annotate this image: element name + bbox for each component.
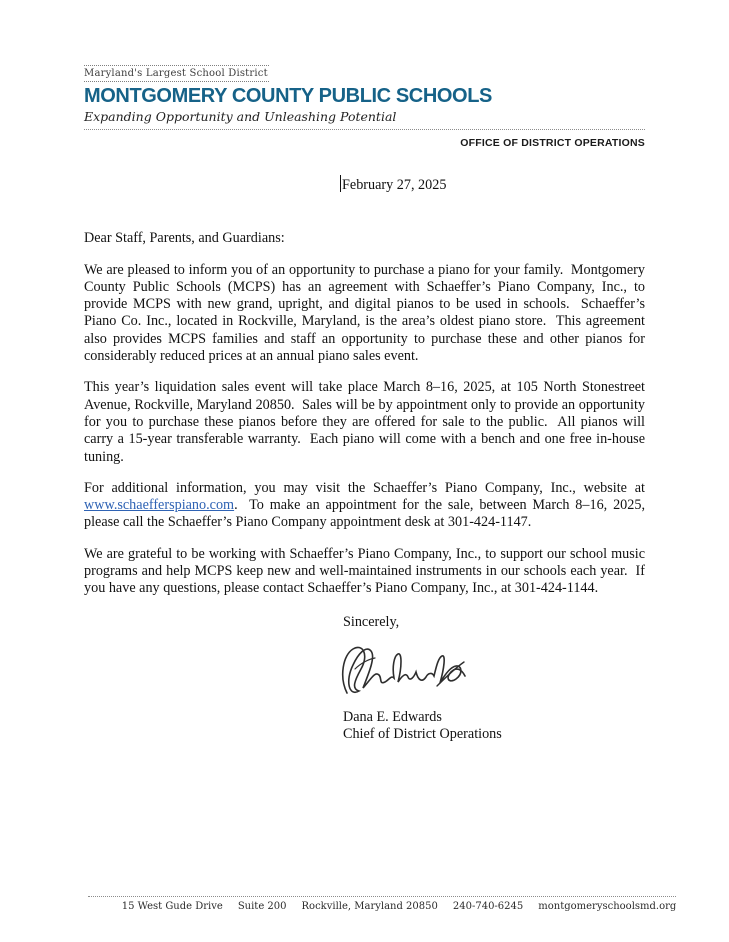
- letter-content: [84, 63, 649, 744]
- org-tagline: Expanding Opportunity and Unleashing Potential: [84, 109, 397, 124]
- signer-title: Chief of District Operations: [343, 726, 502, 743]
- paragraph-3: [84, 479, 649, 532]
- letter-date: February 27, 2025: [342, 177, 447, 193]
- footer-suite: Suite 200: [237, 901, 287, 912]
- footer-phone: 240-740-6245: [452, 901, 524, 912]
- page-footer: [88, 896, 676, 912]
- handwritten-signature-icon: [341, 639, 469, 701]
- footer-street-address: 15 West Gude Drive: [121, 901, 223, 912]
- salutation: Dear Staff, Parents, and Guardians:: [84, 230, 285, 247]
- letterhead: [84, 63, 645, 149]
- schaefferspiano-link[interactable]: www.schaefferspiano.com: [84, 497, 235, 514]
- paragraph-1: We are pleased to inform you of an opportunity to purchase a piano for your family. Montgomery County Public Schools (MCPS) has an agreement with Schaeffer’s Piano Company, Inc., to provide MCPS with new grand, upright, and digital pianos to be used in schools. Schaeffer’s Piano Co. Inc., located in Rockville, Maryland, is the area’s oldest piano store. This agreement also provides MCPS families and staff an opportunity to purchase these and other pianos for considerably reduced prices at an annual piano sales event.: [84, 261, 649, 365]
- org-name: MONTGOMERY COUNTY PUBLIC SCHOOLS: [84, 85, 492, 107]
- district-badge: Maryland's Largest School District: [84, 65, 269, 82]
- paragraph-3-after-link: . To make an appointment for the sale, between March 8–16, 2025, please call the Schaeffer’s Piano Company appointment desk at 301-424-1147.: [84, 497, 649, 531]
- paragraph-2: This year’s liquidation sales event will take place March 8–16, 2025, at 105 North Stonestreet Avenue, Rockville, Maryland 20850. Sales will be by appointment only to provide an opportunity for you to purchase these pianos before they are offered for sale to the public. All pianos will carry a 15-year transferable warranty. Each piano will come with a bench and one free in-house tuning.: [84, 379, 649, 465]
- paragraph-3-before-link: For additional information, you may visit the Schaeffer’s Piano Company, Inc., website at: [84, 479, 649, 496]
- footer-city-state-zip: Rockville, Maryland 20850: [301, 901, 438, 912]
- date-row: [84, 175, 645, 194]
- footer-website: montgomeryschoolsmd.org: [538, 901, 677, 912]
- text-cursor-icon: [340, 175, 341, 192]
- signer-name: Dana E. Edwards: [343, 708, 442, 725]
- closing: Sincerely,: [343, 613, 400, 630]
- paragraph-4: We are grateful to be working with Schaeffer’s Piano Company, Inc., to support our school music programs and help MCPS keep new and well-maintained instruments in our schools each year. If you have any questions, please contact Schaeffer’s Piano Company, Inc., at 301-424-1144.: [84, 545, 649, 597]
- office-title: OFFICE OF DISTRICT OPERATIONS: [460, 137, 645, 149]
- header-divider: [84, 129, 645, 130]
- footer-contact-row: [88, 901, 676, 912]
